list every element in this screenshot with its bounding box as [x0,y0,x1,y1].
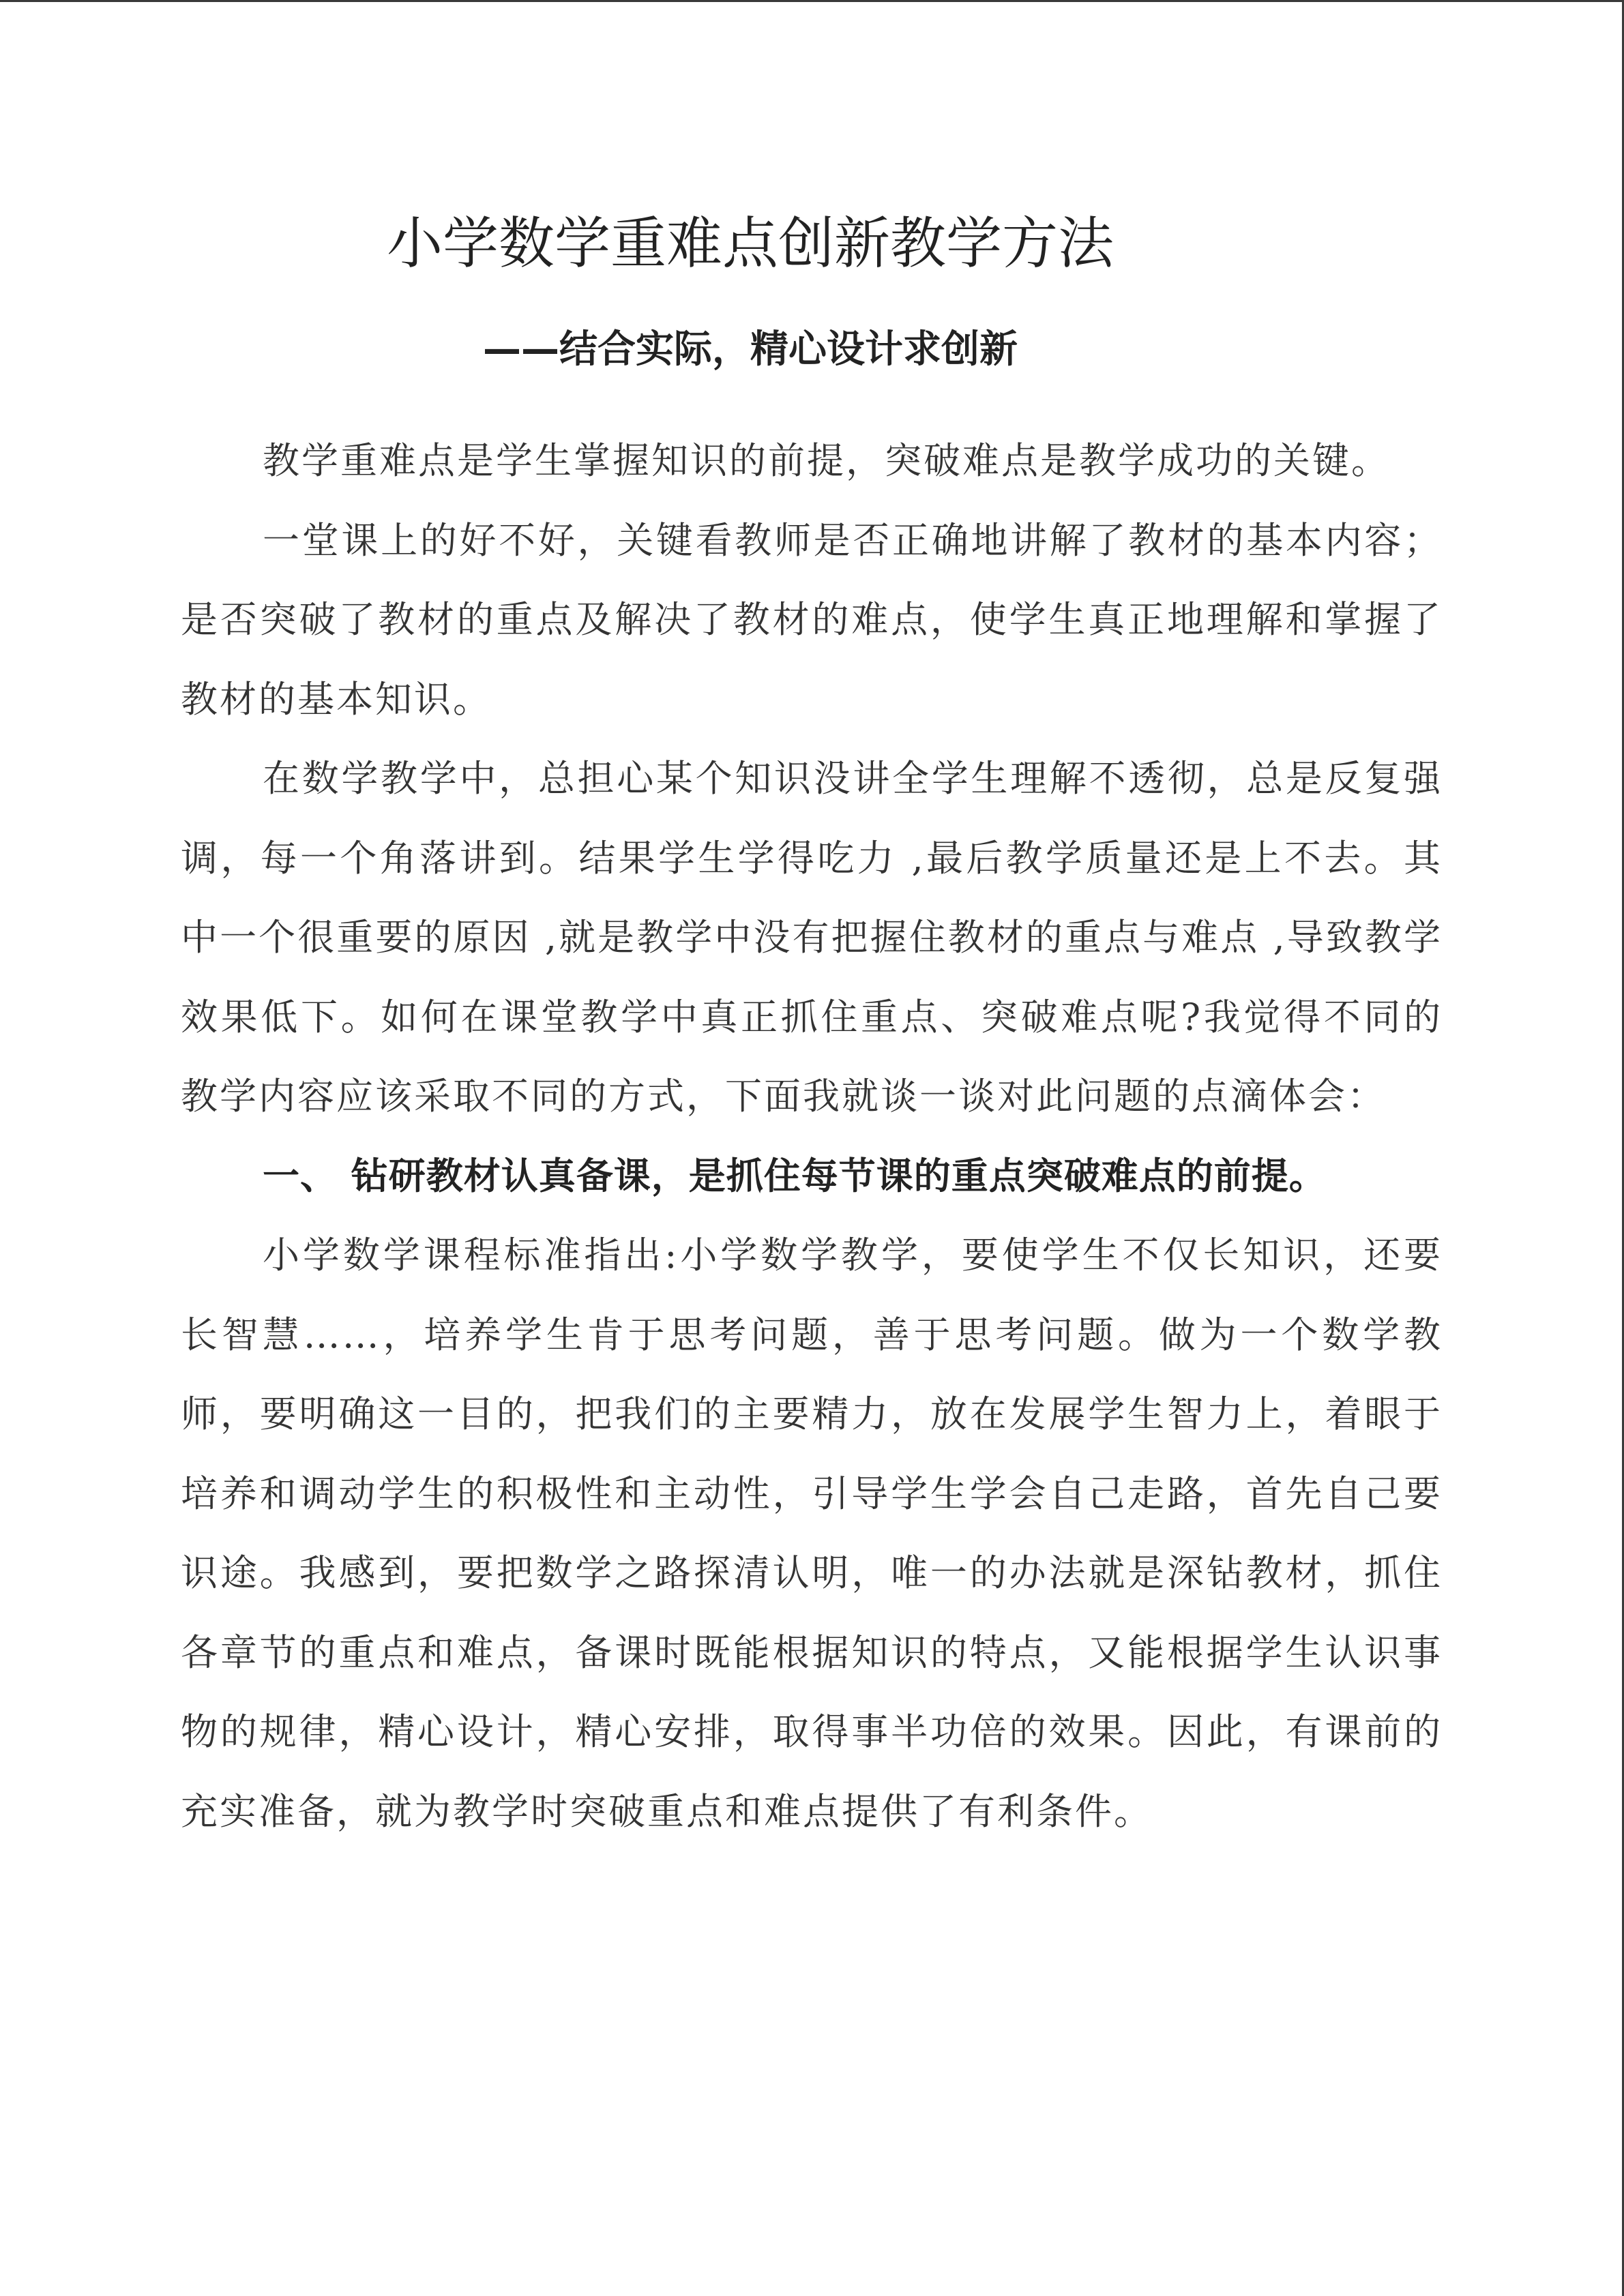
paragraph-lesson-quality: 一堂课上的好不好，关键看教师是否正确地讲解了教材的基本内容；是否突破了教材的重点及解决了教材的难点，使学生真正地理解和掌握了教材的基本知识。 [181,518,1443,721]
document-subtitle: ——结合实际，精心设计求创新 [483,327,1018,372]
paragraph-curriculum-standard: 小学数学课程标准指出:小学数学教学，要使学生不仅长知识，还要长智慧……，培养学生肯于思考问题，善于思考问题。做为一个数学教师，要明确这一目的，把我们的主要精力，放在发展学生智力上，着眼于培养和调动学生的积极性和主动性，引导学生学会自己走路，首先自己要识途。我感到，要把数学之路探清认明，唯一的办法就是深钻教材，抓住各章节的重点和难点，备课时既能根据知识的特点，又能根据学生认识事物的规律，精心设计，精心安排，取得事半功倍的效果。因此，有课前的充实准备，就为教学时突破重点和难点提供了有利条件。 [181,1234,1443,1833]
document-body [181,421,1443,1851]
paragraph-teaching-problem: 在数学教学中，总担心某个知识没讲全学生理解不透彻，总是反复强调，每一个角落讲到。结果学生学得吃力 ,最后教学质量还是上不去。其中一个很重要的原因 ,就是教学中没有把握住教材的重点与难点 ,导致教学效果低下。如何在课堂教学中真正抓住重点、突破难点呢?我觉得不同的教学内容应该采取不同的方式，下面我就谈一谈对此问题的点滴体会： [181,757,1443,1118]
section-heading-1: 一、 钻研教材认真备课，是抓住每节课的重点突破难点的前提。 [263,1154,1327,1197]
paragraph-intro: 教学重难点是学生掌握知识的前提，突破难点是教学成功的关键。 [263,439,1390,482]
document-title: 小学数学重难点创新教学方法 [386,211,1114,276]
